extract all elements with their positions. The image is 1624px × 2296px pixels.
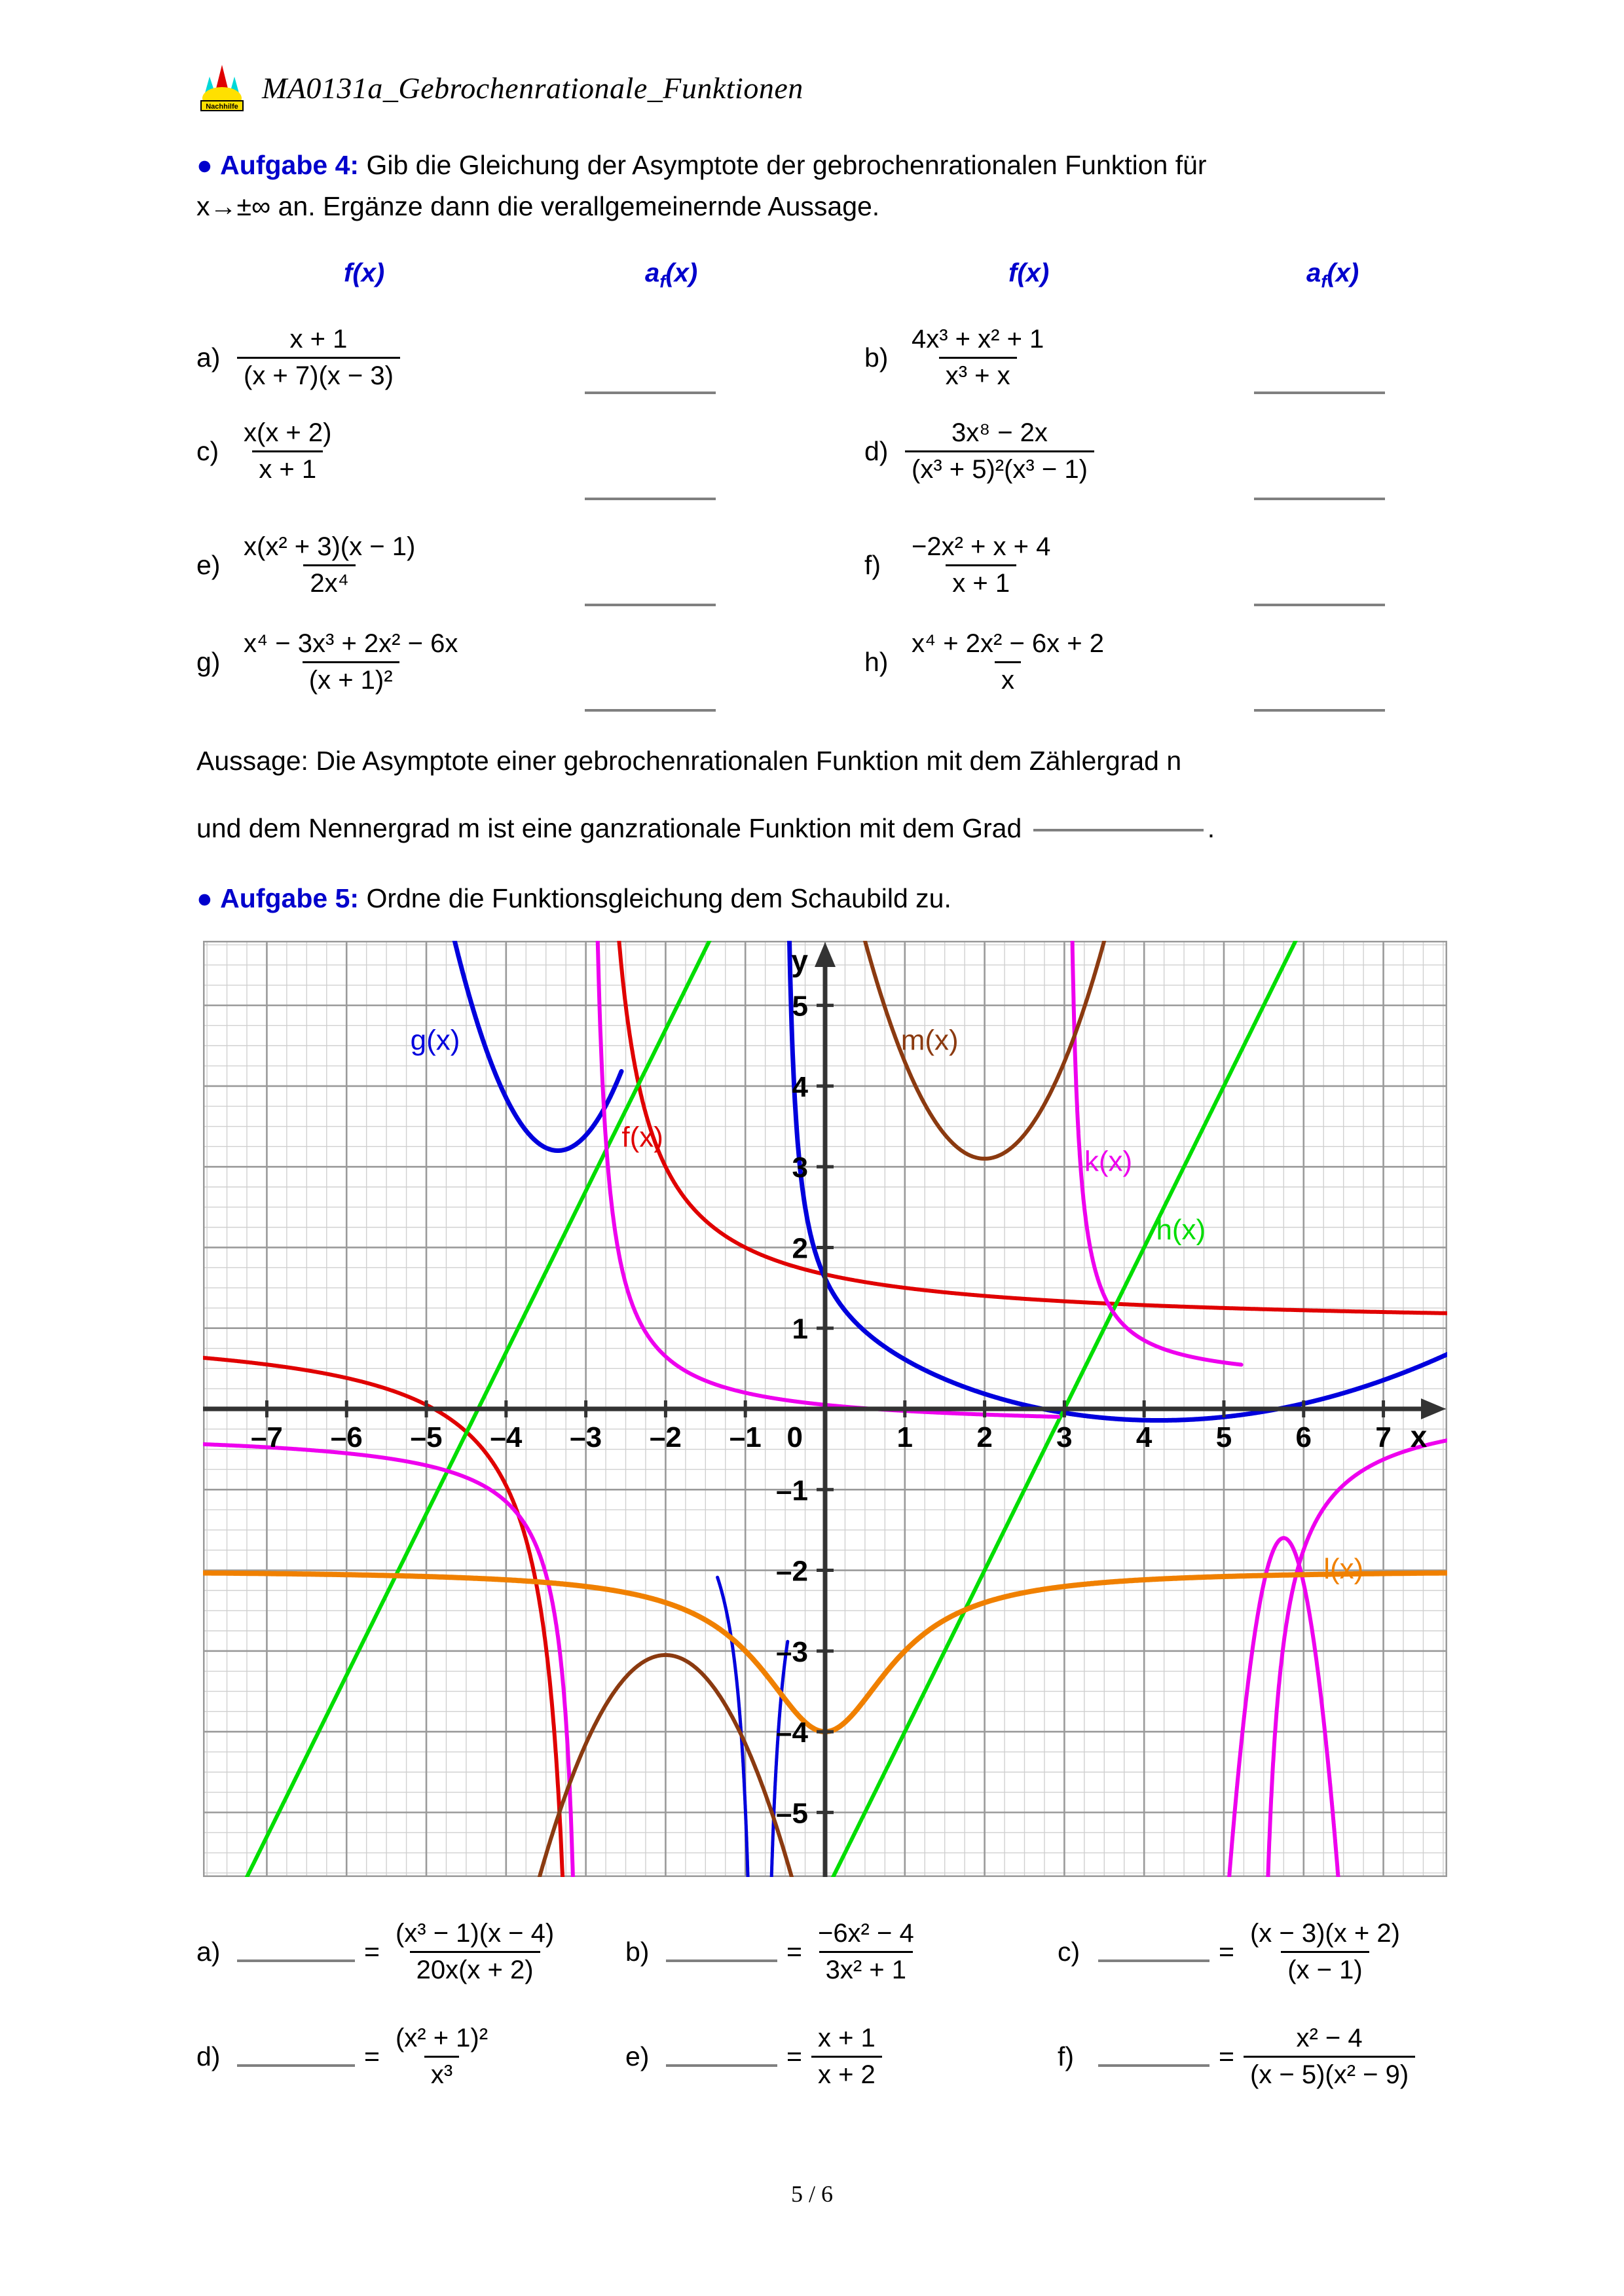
- document-header: [196, 62, 803, 113]
- col-a-sub-right: f: [1321, 271, 1327, 291]
- item-label-c: c): [196, 436, 219, 467]
- answer-blank-5b[interactable]: [666, 1959, 777, 1962]
- answer-blank-d[interactable]: [1254, 498, 1385, 500]
- denominator-5a: 20x(x + 2): [410, 1951, 540, 1986]
- answer-label-e: e): [625, 2041, 650, 2072]
- svg-text:1: 1: [792, 1313, 808, 1345]
- svg-text:1: 1: [896, 1421, 913, 1453]
- svg-text:3: 3: [1056, 1421, 1073, 1453]
- svg-text:–4: –4: [490, 1421, 523, 1453]
- statement-answer-blank[interactable]: [1033, 829, 1204, 831]
- denominator-5d: x³: [424, 2056, 459, 2090]
- fraction-5f: [1244, 2023, 1415, 2090]
- denominator-h: x: [995, 661, 1021, 696]
- numerator-g: x⁴ − 3x³ + 2x² − 6x: [244, 629, 458, 658]
- denominator-5e: x + 2: [811, 2056, 882, 2090]
- item-label-e: e): [196, 550, 221, 581]
- answer-label-d: d): [196, 2041, 221, 2072]
- answer-blank-c[interactable]: [585, 498, 716, 500]
- curve-label-kx: k(x): [1084, 1145, 1133, 1178]
- answer-blank-g[interactable]: [585, 709, 716, 712]
- fraction-h: [905, 629, 1111, 696]
- denominator-5b: 3x² + 1: [819, 1951, 913, 1986]
- item-label-d: d): [864, 436, 889, 467]
- numerator-5d: (x² + 1)²: [395, 2024, 489, 2052]
- answer-blank-f[interactable]: [1254, 604, 1385, 606]
- fraction-f: [905, 532, 1057, 599]
- numerator-d: 3x⁸ − 2x: [951, 418, 1048, 447]
- answer-label-a: a): [196, 1937, 221, 1967]
- numerator-e: x(x² + 3)(x − 1): [244, 532, 416, 561]
- task5-bullet: ●: [196, 883, 213, 913]
- denominator-5f: (x − 5)(x² − 9): [1244, 2056, 1415, 2090]
- svg-text:4: 4: [1135, 1421, 1153, 1453]
- answer-label-b: b): [625, 1937, 650, 1967]
- task5-answer-b: [625, 1918, 921, 1986]
- svg-text:–3: –3: [570, 1421, 602, 1453]
- nachhilfe-logo-icon: [196, 62, 248, 113]
- task4-item-c: [196, 418, 338, 485]
- svg-text:–4: –4: [776, 1717, 808, 1749]
- col-a-rest-left: (x): [665, 259, 698, 287]
- svg-text:2: 2: [792, 1232, 808, 1265]
- answer-label-c: c): [1058, 1937, 1080, 1967]
- svg-text:–5: –5: [776, 1797, 808, 1830]
- task4-item-d: [864, 418, 1094, 485]
- task4-item-b: [864, 324, 1050, 392]
- task4-text-line1: Gib die Gleichung der Asymptote der gebrochenrationalen Funktion für: [366, 150, 1207, 180]
- denominator-e: 2x⁴: [303, 564, 355, 599]
- answer-blank-5e[interactable]: [666, 2064, 777, 2067]
- denominator-5c: (x − 1): [1281, 1951, 1369, 1986]
- denominator-d: (x³ + 5)²(x³ − 1): [905, 450, 1094, 485]
- svg-text:–1: –1: [776, 1474, 808, 1507]
- fraction-d: [905, 418, 1094, 485]
- col-a-left: a: [645, 259, 660, 287]
- svg-text:2: 2: [976, 1421, 993, 1453]
- fraction-c: [237, 418, 338, 485]
- column-header-fx-left: f(x): [344, 259, 385, 287]
- task5-answer-c: [1058, 1918, 1407, 1986]
- answer-blank-h[interactable]: [1254, 709, 1385, 712]
- numerator-5b: −6x² − 4: [817, 1919, 914, 1948]
- equals-5c: =: [1219, 1937, 1234, 1967]
- task5-answer-e: [625, 2023, 882, 2090]
- fraction-5b: [811, 1918, 921, 1986]
- denominator-g: (x + 1)²: [303, 661, 399, 696]
- answer-blank-e[interactable]: [585, 604, 716, 606]
- statement-line2: [196, 811, 1460, 846]
- curve-label-fx: f(x): [621, 1121, 663, 1154]
- svg-text:–6: –6: [330, 1421, 363, 1453]
- svg-text:–2: –2: [776, 1555, 808, 1588]
- fraction-5a: [389, 1918, 561, 1986]
- svg-text:4: 4: [792, 1070, 808, 1103]
- svg-text:–1: –1: [729, 1421, 762, 1453]
- answer-label-f: f): [1058, 2041, 1075, 2072]
- answer-blank-b[interactable]: [1254, 392, 1385, 394]
- item-label-b: b): [864, 342, 889, 373]
- answer-blank-5f[interactable]: [1098, 2064, 1209, 2067]
- numerator-5a: (x³ − 1)(x − 4): [395, 1919, 555, 1948]
- numerator-b: 4x³ + x² + 1: [912, 325, 1044, 354]
- fraction-5c: [1244, 1918, 1407, 1986]
- task4-item-f: [864, 532, 1057, 599]
- chart-svg: [203, 941, 1447, 1877]
- item-label-f: f): [864, 550, 881, 581]
- answer-blank-5a[interactable]: [237, 1959, 355, 1962]
- svg-text:5: 5: [792, 990, 808, 1023]
- numerator-f: −2x² + x + 4: [912, 532, 1051, 561]
- numerator-c: x(x + 2): [244, 418, 332, 447]
- svg-text:–3: –3: [776, 1635, 808, 1668]
- column-header-fx-right: f(x): [1008, 259, 1050, 287]
- task4-item-e: [196, 532, 422, 599]
- task5-number: Aufgabe 5:: [220, 883, 360, 913]
- equals-5f: =: [1219, 2041, 1234, 2072]
- task5-answer-f: [1058, 2023, 1415, 2090]
- svg-text:7: 7: [1375, 1421, 1392, 1453]
- curve-label-lx: l(x): [1323, 1552, 1364, 1585]
- curve-label-mx: m(x): [900, 1024, 959, 1057]
- svg-text:y: y: [791, 943, 808, 978]
- col-a-rest-right: (x): [1327, 259, 1359, 287]
- function-graph-chart: [203, 941, 1447, 1877]
- fraction-e: [237, 532, 422, 599]
- denominator-f: x + 1: [946, 564, 1016, 599]
- svg-text:3: 3: [792, 1152, 808, 1184]
- equals-5b: =: [786, 1937, 802, 1967]
- numerator-5c: (x − 3)(x + 2): [1249, 1919, 1400, 1948]
- page-number: 5 / 6: [790, 2181, 833, 2207]
- answer-blank-a[interactable]: [585, 392, 716, 394]
- curve-label-hx: h(x): [1156, 1214, 1206, 1247]
- statement-line1: Aussage: Die Asymptote einer gebrochenrationalen Funktion mit dem Zählergrad n: [196, 746, 1182, 776]
- item-label-g: g): [196, 647, 221, 678]
- svg-text:0: 0: [786, 1421, 803, 1453]
- task4-number: Aufgabe 4:: [220, 150, 360, 180]
- svg-text:5: 5: [1215, 1421, 1232, 1453]
- col-a-sub-left: f: [659, 271, 666, 291]
- fraction-a: [237, 324, 400, 392]
- statement-period: .: [1207, 813, 1215, 843]
- task4-instruction-line2: x→±∞ an. Ergänze dann die verallgemeinernde Aussage.: [196, 191, 880, 221]
- item-label-a: a): [196, 342, 221, 373]
- numerator-5e: x + 1: [817, 2024, 876, 2052]
- svg-text:–5: –5: [410, 1421, 443, 1453]
- svg-text:–2: –2: [649, 1421, 682, 1453]
- item-label-h: h): [864, 647, 889, 678]
- denominator-b: x³ + x: [939, 357, 1017, 392]
- equals-5d: =: [364, 2041, 380, 2072]
- svg-text:x: x: [1410, 1419, 1428, 1453]
- document-title: MA0131a_Gebrochenrationale_Funktionen: [262, 71, 803, 105]
- equals-5e: =: [786, 2041, 802, 2072]
- numerator-h: x⁴ + 2x² − 6x + 2: [912, 629, 1105, 658]
- svg-text:6: 6: [1295, 1421, 1312, 1453]
- task5-instruction: [196, 881, 1460, 916]
- answer-blank-5d[interactable]: [237, 2064, 355, 2067]
- curve-label-gx: g(x): [410, 1024, 460, 1057]
- svg-text:–7: –7: [250, 1421, 283, 1453]
- task4-bullet: ●: [196, 150, 213, 180]
- task5-answer-d: [196, 2023, 494, 2090]
- task4-item-g: [196, 629, 464, 696]
- task4-item-a: [196, 324, 400, 392]
- numerator-5f: x² − 4: [1296, 2024, 1363, 2052]
- fraction-b: [905, 324, 1050, 392]
- task4-item-h: [864, 629, 1111, 696]
- logo-text: Nachhilfe: [206, 103, 238, 111]
- column-header-af-left: [645, 259, 697, 292]
- fraction-g: [237, 629, 464, 696]
- denominator-c: x + 1: [252, 450, 323, 485]
- fraction-5e: [811, 2023, 882, 2090]
- column-header-af-right: [1306, 259, 1359, 292]
- col-a-right: a: [1306, 259, 1321, 287]
- task5-text: Ordne die Funktionsgleichung dem Schaubild zu.: [366, 883, 951, 913]
- answer-blank-5c[interactable]: [1098, 1959, 1209, 1962]
- fraction-5d: [389, 2023, 494, 2090]
- numerator-a: x + 1: [289, 325, 348, 354]
- statement-line2-text: und dem Nennergrad m ist eine ganzrationale Funktion mit dem Grad: [196, 813, 1022, 843]
- task4-instruction: [196, 147, 1460, 183]
- task5-answer-a: [196, 1918, 561, 1986]
- denominator-a: (x + 7)(x − 3): [237, 357, 400, 392]
- equals-5a: =: [364, 1937, 380, 1967]
